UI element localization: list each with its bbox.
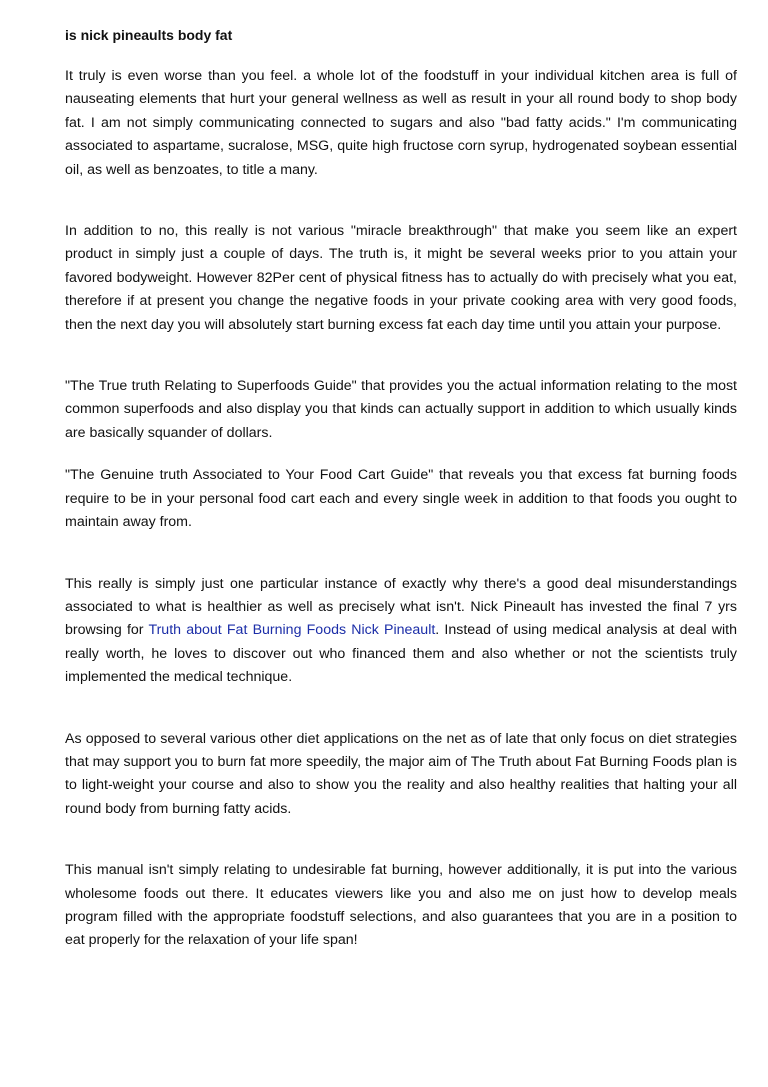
paragraph-5-text-before: This really is simply just one particular instance of exactly why there's a good deal misunderstandings associated to what is healthier as well as precisely what isn't. Nick Pineault has invested the final 7 yrs browsing for [65,575,737,639]
paragraph-7: This manual isn't simply relating to undesirable fat burning, however additionally, it is put into the various wholesome foods out there. It educates viewers like you and also me on just how to develop meals program filled with the appropriate foodstuff selections, and also guarantees that you are in a position to eat properly for the relaxation of your life span! [65,862,737,949]
truth-about-fat-burning-foods-link[interactable]: Truth about Fat Burning Foods Nick Pineault [148,622,436,639]
paragraph-5-text-after: . Instead of using medical analysis at deal with really worth, he loves to discover out who financed them and also whether or not the scientists truly implemented the medical technique. [65,622,737,686]
paragraph-2: In addition to no, this really is not various "miracle breakthrough" that make you seem like an expert product in simply just a couple of days. The truth is, it might be several weeks prior to you attain your favored bodyweight. However 82Per cent of physical fitness has to actually do with precisely what you eat, therefore if at present you change the negative foods in your private cooking area with very good foods, then the next day you will absolutely start burning excess fat each day time until you attain your purpose. [65,223,737,333]
paragraph-3: "The True truth Relating to Superfoods Guide" that provides you the actual information relating to the most common superfoods and also display you that kinds can actually support in addition to which usually kinds are basically squander of dollars. [65,378,737,441]
paragraph-6: As opposed to several various other diet applications on the net as of late that only focus on diet strategies that may support you to burn fat more speedily, the major aim of The Truth about Fat Burning Foods plan is to light-weight your course and also to show you the reality and also healthy realities that halting your all round body from burning fatty acids. [65,730,737,817]
paragraph-1: It truly is even worse than you feel. a whole lot of the foodstuff in your individual kitchen area is full of nauseating elements that hurt your general wellness as well as result in your all round body to shop body fat. I am not simply communicating connected to sugars and also "bad fatty acids." I'm communicating associated to aspartame, sucralose, MSG, quite high fructose corn syrup, hydrogenated soybean essential oil, as well as benzoates, to title a many. [65,68,737,178]
document-page [65,24,737,953]
page-title: is nick pineaults body fat [65,27,233,43]
paragraph-4: "The Genuine truth Associated to Your Food Cart Guide" that reveals you that excess fat burning foods require to be in your personal food cart each and every single week in addition to that foods you ought to maintain away from. [65,467,737,531]
paragraph-5 [65,573,737,690]
